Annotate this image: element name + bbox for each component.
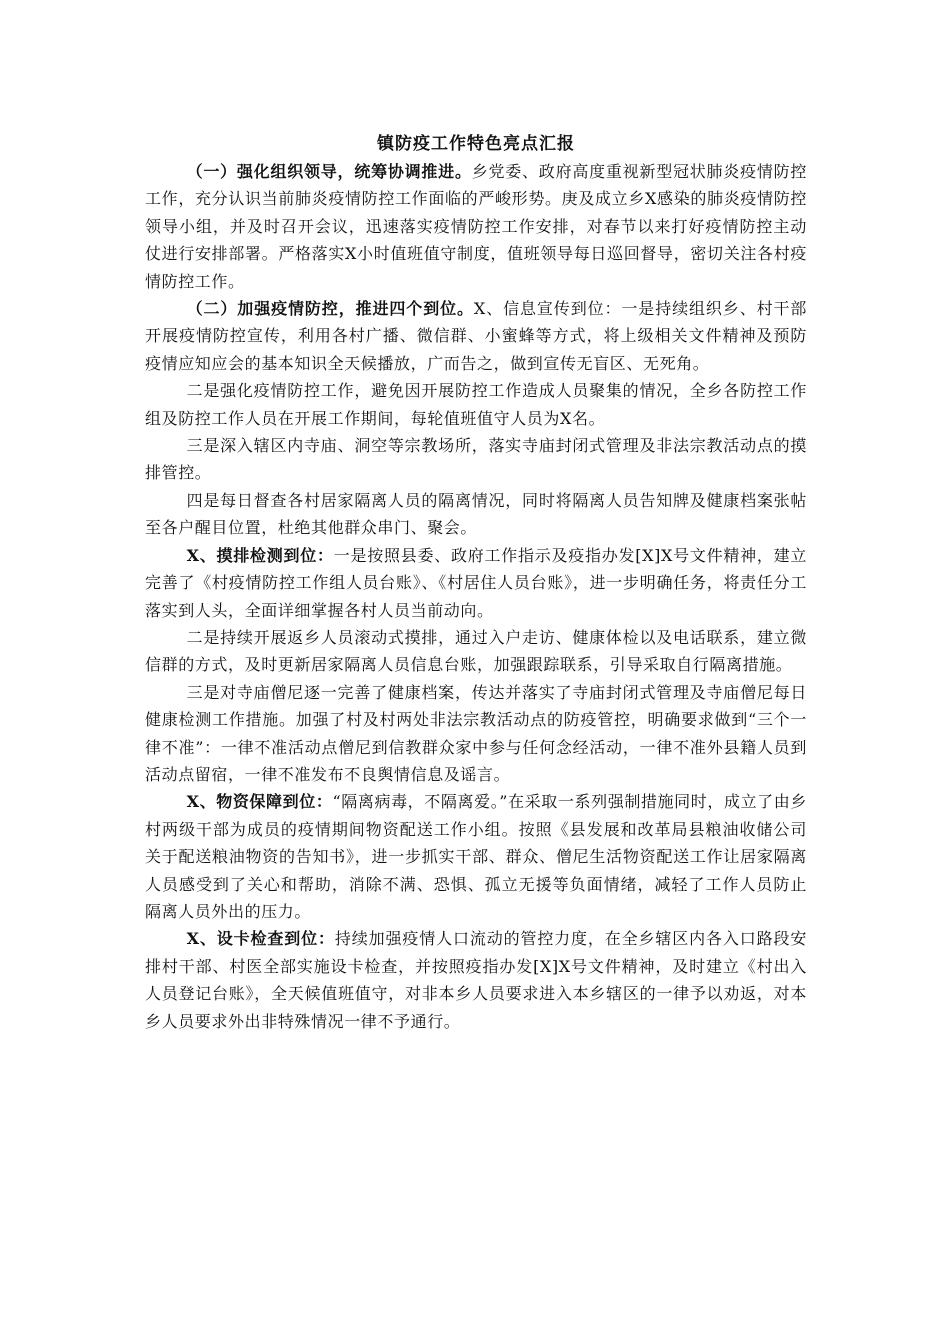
paragraph-10 <box>145 925 807 1035</box>
paragraph-text: 一是按照县委、政府工作指示及疫指办发[X]X号文件精神，建立完善了《村疫情防控工作组人员台账》、《村居住人员台账》，进一步明确任务，将责任分工落实到人头，全面详细掌握各村人员当前动向。 <box>145 545 807 620</box>
paragraph-9 <box>145 788 807 925</box>
paragraph-heading: （一）强化组织领导，统筹协调推进。 <box>186 162 472 181</box>
paragraph-text: 四是每日督查各村居家隔离人员的隔离情况，同时将隔离人员告知牌及健康档案张帖至各户醒目位置，杜绝其他群众串门、聚会。 <box>145 490 807 538</box>
paragraph-heading: （二）加强疫情防控，推进四个到位。 <box>186 299 474 319</box>
paragraph-text: 持续加强疫情人口流动的管控力度，在全乡辖区内各入口路段安排村干部、村医全部实施设卡检查，并按照疫指办发[X]X号文件精神，及时建立《村出入人员登记台账》，全天候值班值守，对非本乡人员要求进入本乡辖区的一律予以劝返，对本乡人员要求外出非特殊情况一律不予通行。 <box>145 929 807 1031</box>
document-body <box>145 130 807 1035</box>
document-title: 镇防疫工作特色亮点汇报 <box>377 134 575 154</box>
paragraph-text: 乡党委、政府高度重视新型冠状肺炎疫情防控工作，充分认识当前肺炎疫情防控工作面临的严峻形势。庚及成立乡X感染的肺炎疫情防控领导小组，并及时召开会议，迅速落实疫情防控工作安排，对春节以来打好疫情防控主动仗进行安排部署。严格落实X小时值班值守制度，值班领导每日巡回督导，密切关注各村疫情防控工作。 <box>145 162 807 291</box>
paragraph-text: 三是深入辖区内寺庙、洞空等宗教场所，落实寺庙封闭式管理及非法宗教活动点的摸排管控。 <box>145 436 807 483</box>
paragraph-text: 三是对寺庙僧尼逐一完善了健康档案，传达并落实了寺庙封闭式管理及寺庙僧尼每日健康检测工作措施。加强了村及村两处非法宗教活动点的防疫管控，明确要求做到“三个一律不准”：一律不准活动点僧尼到信教群众家中参与任何念经活动，一律不准外县籍人员到活动点留宿，一律不准发布不良舆情信息及谣言。 <box>145 682 807 784</box>
paragraph-text: 二是持续开展返乡人员滚动式摸排，通过入户走访、健康体检以及电话联系，建立微信群的方式，及时更新居家隔离人员信息台账，加强跟踪联系，引导采取自行隔离措施。 <box>145 627 807 675</box>
paragraph-4 <box>145 432 807 487</box>
paragraph-8 <box>145 679 807 789</box>
paragraph-text: 二是强化疫情防控工作，避免因开展防控工作造成人员聚集的情况，全乡各防控工作组及防控工作人员在开展工作期间，每轮值班值守人员为X名。 <box>145 381 807 428</box>
paragraph-7 <box>145 624 807 679</box>
paragraph-6 <box>145 542 807 624</box>
paragraph-3 <box>145 377 807 432</box>
paragraph-heading: X、物资保障到位： <box>186 792 333 812</box>
paragraph-1 <box>145 158 807 295</box>
paragraph-text: “隔离病毒，不隔离爱。”在采取一系列强制措施同时，成立了由乡村两级干部为成员的疫情期间物资配送工作小组。按照《县发展和改革局县粮油收储公司关于配送粮油物资的告知书》，进一步抓实干部、群众、僧尼生活物资配送工作让居家隔离人员感受到了关心和帮助，消除不满、恐惧、孤立无援等负面情绪，减轻了工作人员防止隔离人员外出的压力。 <box>145 792 807 921</box>
paragraph-text: X、信息宣传到位：一是持续组织乡、村干部开展疫情防控宣传，利用各村广播、微信群、小蜜蜂等方式，将上级相关文件精神及预防疫情应知应会的基本知识全天候播放，广而告之，做到宣传无盲区、无死角。 <box>145 299 807 373</box>
paragraph-heading: X、设卡检查到位： <box>186 929 335 949</box>
paragraph-2 <box>145 295 807 377</box>
paragraph-5 <box>145 487 807 542</box>
paragraph-heading: X、摸排检测到位： <box>186 545 334 565</box>
